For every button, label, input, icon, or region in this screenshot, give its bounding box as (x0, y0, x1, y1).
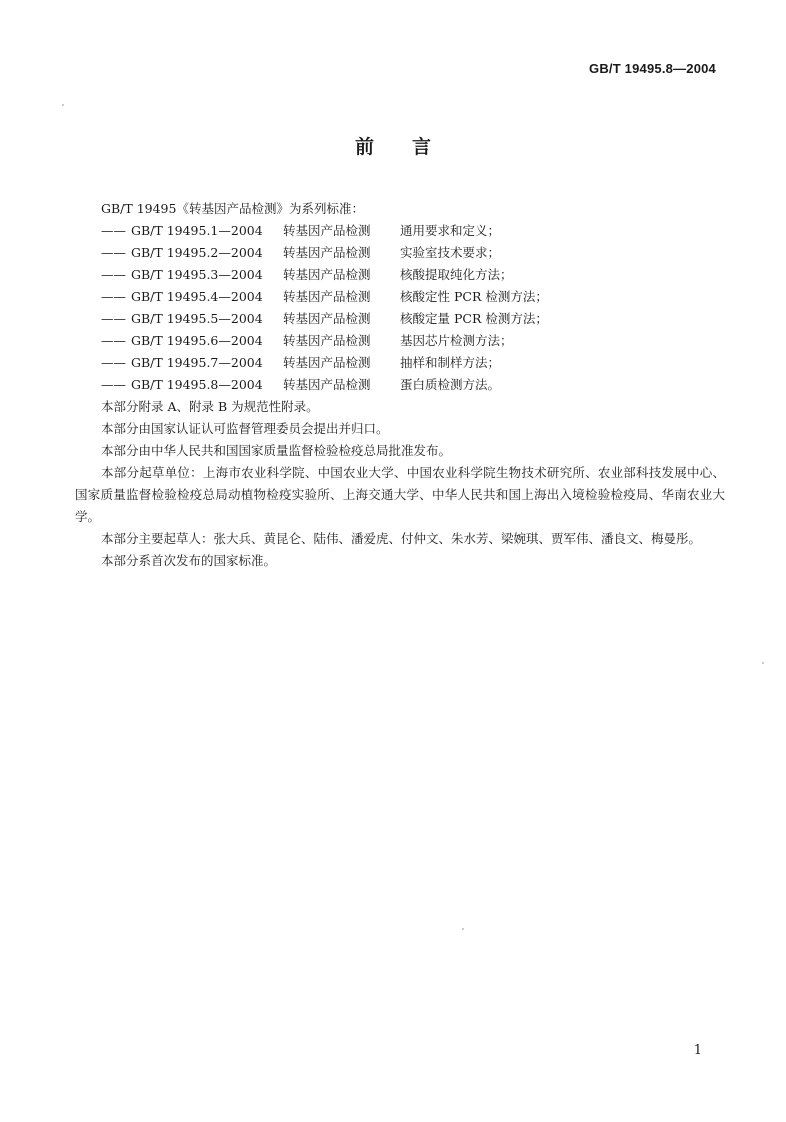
dash: —— (101, 245, 126, 260)
series-topic: 转基因产品检测 (283, 267, 371, 282)
series-item (75, 308, 725, 330)
scan-speck (762, 662, 764, 664)
page-number: 1 (693, 1043, 702, 1058)
series-topic: 转基因产品检测 (283, 333, 371, 348)
part-title: 基因芯片检测方法； (400, 333, 513, 348)
part-title: 核酸提取纯化方法； (400, 267, 513, 282)
dash: —— (101, 223, 126, 238)
dash: —— (101, 333, 126, 348)
proposed-by-paragraph: 本部分由国家认证认可监督管理委员会提出并归口。 (101, 421, 389, 436)
series-item (75, 352, 725, 374)
series-item (75, 286, 725, 308)
dash: —— (101, 311, 126, 326)
standard-number: GB/T 19495.4—2004 (131, 289, 263, 304)
standard-number: GB/T 19495.7—2004 (131, 355, 263, 370)
part-title: 通用要求和定义； (400, 223, 501, 238)
part-title: 核酸定量 PCR 检测方法； (400, 311, 548, 326)
foreword-body (75, 198, 725, 572)
part-title: 蛋白质检测方法。 (400, 377, 501, 392)
series-list (75, 220, 725, 396)
series-item (75, 330, 725, 352)
series-topic: 转基因产品检测 (283, 289, 371, 304)
annex-paragraph: 本部分附录 A、附录 B 为规范性附录。 (101, 399, 319, 414)
standard-number: GB/T 19495.6—2004 (131, 333, 263, 348)
series-topic: 转基因产品检测 (283, 355, 371, 370)
series-item (75, 374, 725, 396)
standard-number: GB/T 19495.8—2004 (131, 377, 263, 392)
standard-number: GB/T 19495.1—2004 (131, 223, 263, 238)
scan-speck (462, 928, 464, 930)
page-title: 前言 (354, 136, 469, 158)
standard-number: GB/T 19495.2—2004 (131, 245, 263, 260)
dash: —— (101, 267, 126, 282)
drafters-paragraph: 本部分主要起草人：张大兵、黄昆仑、陆伟、潘爱虎、付仲文、朱水芳、梁婉琪、贾军伟、潘良文、梅曼彤。 (101, 531, 702, 546)
series-item (75, 220, 725, 242)
drafting-units-paragraph: 本部分起草单位：上海市农业科学院、中国农业大学、中国农业科学院生物技术研究所、农业部科技发展中心、国家质量监督检验检疫总局动植物检疫实验所、上海交通大学、中华人民共和国上海出入境检验检疫局、华南农业大学。 (75, 465, 725, 524)
part-title: 抽样和制样方法； (400, 355, 501, 370)
dash: —— (101, 377, 126, 392)
dash: —— (101, 289, 126, 304)
series-intro: GB/T 19495《转基因产品检测》为系列标准： (101, 201, 364, 216)
dash: —— (101, 355, 126, 370)
standard-number: GB/T 19495.5—2004 (131, 311, 263, 326)
standard-number: GB/T 19495.3—2004 (131, 267, 263, 282)
first-issue-paragraph: 本部分系首次发布的国家标准。 (101, 553, 277, 568)
series-topic: 转基因产品检测 (283, 223, 371, 238)
series-item (75, 264, 725, 286)
part-title: 实验室技术要求； (400, 245, 501, 260)
series-topic: 转基因产品检测 (283, 377, 371, 392)
part-title: 核酸定性 PCR 检测方法； (400, 289, 548, 304)
series-topic: 转基因产品检测 (283, 311, 371, 326)
standard-id: GB/T 19495.8—2004 (589, 61, 716, 76)
series-item (75, 242, 725, 264)
series-topic: 转基因产品检测 (283, 245, 371, 260)
approved-by-paragraph: 本部分由中华人民共和国国家质量监督检验检疫总局批准发布。 (101, 443, 452, 458)
scan-speck (62, 104, 64, 106)
